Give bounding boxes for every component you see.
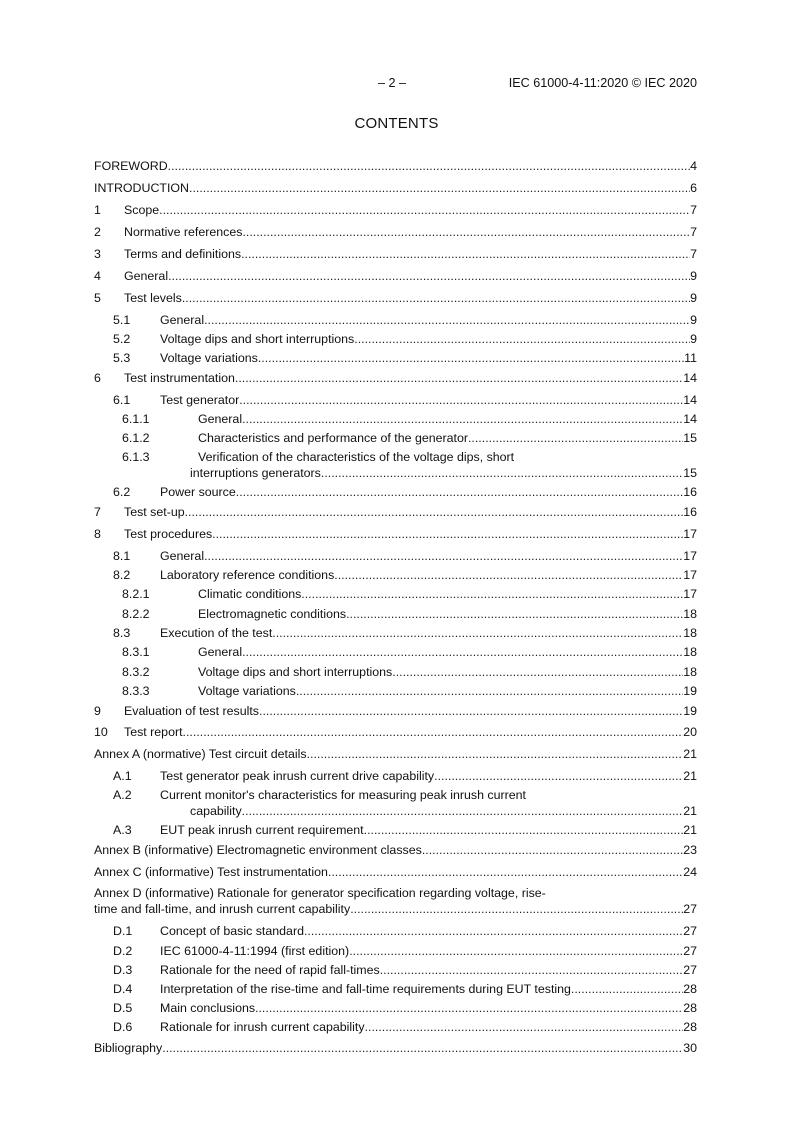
toc-entry[interactable]	[94, 962, 697, 978]
toc-entry-page: 14	[683, 412, 697, 426]
toc-entry[interactable]	[94, 370, 697, 386]
toc-entry-title: Rationale for the need of rapid fall-times	[160, 963, 380, 977]
toc-entry-number: 5.3	[113, 351, 131, 365]
toc-entry-title: IEC 61000-4-11:1994 (first edition)	[160, 944, 350, 958]
toc-entry-number: 8	[94, 527, 101, 541]
dot-leader	[307, 746, 684, 762]
dot-leader	[334, 567, 683, 583]
toc-entry-number: 8.1	[113, 549, 131, 563]
toc-entry-page: 21	[683, 769, 697, 783]
toc-entry-number: 6.1	[113, 393, 131, 407]
toc-entry-page: 23	[683, 843, 697, 857]
toc-entry-title-continued: interruptions generators	[190, 466, 321, 480]
toc-entry-number: D.3	[113, 963, 133, 977]
toc-entry-number: D.1	[113, 924, 133, 938]
toc-entry-title: Annex A (normative) Test circuit details	[94, 747, 307, 761]
toc-entry-number: 4	[94, 269, 101, 283]
toc-entry-page: 21	[683, 823, 697, 837]
dot-leader	[162, 1040, 683, 1056]
dot-leader	[258, 350, 684, 366]
toc-entry-page: 27	[683, 963, 697, 977]
toc-entry[interactable]	[94, 822, 697, 838]
toc-entry[interactable]	[94, 625, 697, 641]
toc-entry-page: 16	[683, 505, 697, 519]
toc-entry[interactable]	[94, 1040, 697, 1056]
toc-entry[interactable]	[94, 411, 697, 427]
page-title: CONTENTS	[354, 115, 439, 132]
toc-entry-title: Voltage dips and short interruptions	[160, 332, 355, 346]
toc-entry-page: 18	[683, 665, 697, 679]
toc-entry-title: Power source	[160, 485, 236, 499]
toc-entry-number: 6.1.1	[122, 412, 150, 426]
toc-entry-title: INTRODUCTION	[94, 181, 189, 195]
toc-entry[interactable]	[94, 331, 697, 347]
toc-entry-page: 21	[683, 804, 697, 818]
toc-entry-page: 27	[683, 944, 697, 958]
toc-entry[interactable]	[94, 526, 697, 542]
dot-leader	[255, 1000, 683, 1016]
toc-entry-number: D.5	[113, 1001, 133, 1015]
toc-entry-page: 9	[690, 332, 697, 346]
toc-entry-number: 8.3.3	[122, 684, 150, 698]
toc-entry[interactable]	[94, 768, 697, 784]
toc-entry[interactable]	[94, 683, 697, 699]
toc-entry-number: 6.2	[113, 485, 131, 499]
toc-entry-page: 28	[683, 1001, 697, 1015]
toc-entry-number: 5.1	[113, 313, 131, 327]
dot-leader	[434, 768, 683, 784]
toc-entry[interactable]	[94, 246, 697, 262]
toc-entry-page: 17	[683, 527, 697, 541]
page-number: – 2 –	[378, 76, 407, 90]
toc-entry-number: 2	[94, 225, 101, 239]
dot-leader	[350, 901, 683, 917]
toc-entry-page: 9	[690, 269, 697, 283]
toc-entry-number: 5.2	[113, 332, 131, 346]
toc-entry-title: General	[198, 645, 243, 659]
toc-entry-title: Interpretation of the rise-time and fall-time requirements during EUT testing	[160, 982, 571, 996]
dot-leader	[422, 842, 683, 858]
toc-entry-page: 4	[690, 159, 697, 173]
toc-entry-number: 9	[94, 704, 101, 718]
toc-entry-page: 28	[683, 982, 697, 996]
toc-entry[interactable]	[94, 224, 697, 240]
toc-entry[interactable]	[94, 923, 697, 939]
dot-leader	[259, 703, 683, 719]
toc-entry-title-continued: capability	[190, 804, 242, 818]
toc-entry-page: 18	[683, 607, 697, 621]
dot-leader	[392, 664, 683, 680]
dot-leader	[296, 683, 683, 699]
dot-leader	[346, 606, 683, 622]
toc-entry-title-continued: time and fall-time, and inrush current capability	[94, 902, 351, 916]
toc-entry-page: 9	[690, 313, 697, 327]
toc-entry-page: 11	[684, 351, 697, 365]
dot-leader	[204, 548, 683, 564]
dot-leader	[365, 1019, 684, 1035]
toc-entry-number: D.2	[113, 944, 133, 958]
dot-leader	[380, 962, 683, 978]
toc-entry-title: Annex B (informative) Electromagnetic environment classes	[94, 843, 422, 857]
toc-entry-number: 1	[94, 203, 101, 217]
dot-leader	[364, 822, 684, 838]
toc-entry[interactable]	[94, 586, 697, 602]
toc-entry-page: 7	[690, 247, 697, 261]
toc-entry[interactable]	[94, 703, 697, 719]
toc-entry-title: Current monitor's characteristics for measuring peak inrush current	[160, 788, 526, 802]
toc-entry[interactable]	[94, 158, 697, 174]
dot-leader	[301, 586, 683, 602]
dot-leader	[168, 268, 690, 284]
toc-entry[interactable]	[94, 449, 697, 465]
toc-entry-title: Concept of basic standard	[160, 924, 304, 938]
dot-leader	[272, 625, 683, 641]
toc-entry[interactable]	[94, 1019, 697, 1035]
toc-entry[interactable]	[94, 268, 697, 284]
toc-entry-page: 19	[683, 684, 697, 698]
toc-entry-page: 17	[683, 587, 697, 601]
toc-entry[interactable]	[94, 350, 697, 366]
toc-entry-number: 6.1.2	[122, 431, 150, 445]
toc-entry-title: General	[124, 269, 169, 283]
toc-entry-number: 6	[94, 371, 101, 385]
toc-entry-continuation[interactable]	[94, 465, 697, 481]
toc-entry-title: Test report	[124, 725, 183, 739]
toc-entry[interactable]	[94, 606, 697, 622]
toc-entry-number: D.6	[113, 1020, 133, 1034]
dot-leader	[242, 224, 690, 240]
toc-entry-page: 28	[683, 1020, 697, 1034]
toc-entry[interactable]	[94, 644, 697, 660]
dot-leader	[236, 484, 683, 500]
toc-entry-title: Rationale for inrush current capability	[160, 1020, 365, 1034]
toc-entry[interactable]	[94, 746, 697, 762]
toc-entry-page: 17	[683, 549, 697, 563]
toc-entry[interactable]	[94, 787, 697, 803]
toc-entry-title: Voltage variations	[198, 684, 296, 698]
toc-entry-title: EUT peak inrush current requirement	[160, 823, 364, 837]
toc-entry-number: D.4	[113, 982, 133, 996]
dot-leader	[242, 803, 684, 819]
toc-entry-number: 8.2.1	[122, 587, 150, 601]
toc-entry-title: Test levels	[124, 291, 182, 305]
toc-entry-number: 8.2	[113, 568, 131, 582]
toc-entry-page: 24	[683, 865, 697, 879]
dot-leader	[185, 504, 684, 520]
toc-entry-title: Normative references	[124, 225, 243, 239]
toc-entry[interactable]	[94, 430, 697, 446]
toc-entry-page: 7	[690, 225, 697, 239]
toc-entry[interactable]	[94, 1000, 697, 1016]
toc-entry-title: Terms and definitions	[124, 247, 242, 261]
toc-entry-page: 27	[683, 924, 697, 938]
toc-entry-title: General	[160, 313, 205, 327]
toc-entry-number: 8.3.1	[122, 645, 150, 659]
toc-entry-title: Bibliography	[94, 1041, 163, 1055]
dot-leader	[304, 923, 683, 939]
toc-entry[interactable]	[94, 504, 697, 520]
toc-entry-title: General	[160, 549, 205, 563]
toc-entry-title: Climatic conditions	[198, 587, 302, 601]
toc-entry[interactable]	[94, 484, 697, 500]
toc-entry[interactable]	[94, 392, 697, 408]
toc-entry-number: A.3	[113, 823, 132, 837]
toc-entry-title: Test generator peak inrush current drive capability	[160, 769, 435, 783]
toc-entry-title: Evaluation of test results	[124, 704, 259, 718]
toc-entry-title: Voltage variations	[160, 351, 258, 365]
dot-leader	[328, 864, 683, 880]
toc-entry-number: A.2	[113, 788, 132, 802]
dot-leader	[204, 312, 690, 328]
toc-entry-continuation[interactable]	[94, 901, 697, 917]
toc-entry[interactable]	[94, 548, 697, 564]
toc-entry-number: 8.2.2	[122, 607, 150, 621]
toc-entry-number: 5	[94, 291, 101, 305]
dot-leader	[468, 430, 683, 446]
toc-entry-title: Laboratory reference conditions	[160, 568, 335, 582]
toc-entry[interactable]	[94, 885, 697, 901]
toc-entry-number: A.1	[113, 769, 132, 783]
toc-entry-title: Test procedures	[124, 527, 213, 541]
dot-leader	[349, 943, 683, 959]
toc-entry-page: 15	[683, 431, 697, 445]
toc-entry-page: 27	[683, 902, 697, 916]
dot-leader	[189, 180, 690, 196]
dot-leader	[212, 526, 683, 542]
dot-leader	[241, 246, 690, 262]
toc-entry[interactable]	[94, 312, 697, 328]
toc-entry[interactable]	[94, 290, 697, 306]
dot-leader	[159, 202, 690, 218]
toc-entry-title: Characteristics and performance of the generator	[198, 431, 468, 445]
dot-leader	[168, 158, 690, 174]
toc-entry[interactable]	[94, 180, 697, 196]
toc-entry-title: Electromagnetic conditions	[198, 607, 347, 621]
toc-entry-page: 18	[683, 645, 697, 659]
dot-leader	[235, 370, 683, 386]
toc-entry[interactable]	[94, 864, 697, 880]
standard-identifier: IEC 61000-4-11:2020 © IEC 2020	[508, 76, 697, 90]
dot-leader	[182, 290, 690, 306]
toc-entry-number: 8.3.2	[122, 665, 150, 679]
toc-entry-page: 20	[683, 725, 697, 739]
toc-entry-title: Verification of the characteristics of the voltage dips, short	[198, 450, 515, 464]
toc-entry[interactable]	[94, 202, 697, 218]
toc-entry[interactable]	[94, 567, 697, 583]
toc-entry-title: Test instrumentation	[124, 371, 235, 385]
toc-entry[interactable]	[94, 981, 697, 997]
toc-entry[interactable]	[94, 842, 697, 858]
dot-leader	[183, 724, 684, 740]
toc-entry-title: Test generator	[160, 393, 240, 407]
toc-entry-page: 9	[690, 291, 697, 305]
dot-leader	[571, 981, 683, 997]
dot-leader	[242, 411, 683, 427]
toc-entry-number: 7	[94, 505, 101, 519]
toc-entry-page: 17	[683, 568, 697, 582]
toc-entry-number: 8.3	[113, 626, 131, 640]
toc-entry-page: 14	[683, 393, 697, 407]
toc-entry[interactable]	[94, 664, 697, 680]
toc-entry-title: Test set-up	[124, 505, 185, 519]
toc-entry-title: Main conclusions	[160, 1001, 256, 1015]
toc-entry-title: General	[198, 412, 243, 426]
toc-entry-page: 7	[690, 203, 697, 217]
toc-entry-page: 30	[683, 1041, 697, 1055]
toc-entry-title: Voltage dips and short interruptions	[198, 665, 393, 679]
dot-leader	[354, 331, 690, 347]
toc-entry-page: 16	[683, 485, 697, 499]
toc-entry-title: Annex C (informative) Test instrumentation	[94, 865, 328, 879]
toc-entry-title: Annex D (informative) Rationale for generator specification regarding voltage, rise-	[94, 886, 546, 900]
toc-entry-page: 21	[683, 747, 697, 761]
toc-entry-page: 6	[690, 181, 697, 195]
dot-leader	[242, 644, 683, 660]
toc-entry-page: 15	[683, 466, 697, 480]
toc-entry-page: 19	[683, 704, 697, 718]
toc-entry[interactable]	[94, 724, 697, 740]
toc-entry-page: 14	[683, 371, 697, 385]
toc-entry-title: Execution of the test	[160, 626, 273, 640]
toc-entry-number: 6.1.3	[122, 450, 150, 464]
toc-entry-page: 18	[683, 626, 697, 640]
dot-leader	[321, 465, 683, 481]
toc-entry-title: FOREWORD	[94, 159, 168, 173]
toc-entry-number: 3	[94, 247, 101, 261]
toc-entry-number: 10	[94, 725, 108, 739]
toc-entry-continuation[interactable]	[94, 803, 697, 819]
dot-leader	[239, 392, 683, 408]
toc-entry[interactable]	[94, 943, 697, 959]
toc-entry-title: Scope	[124, 203, 160, 217]
